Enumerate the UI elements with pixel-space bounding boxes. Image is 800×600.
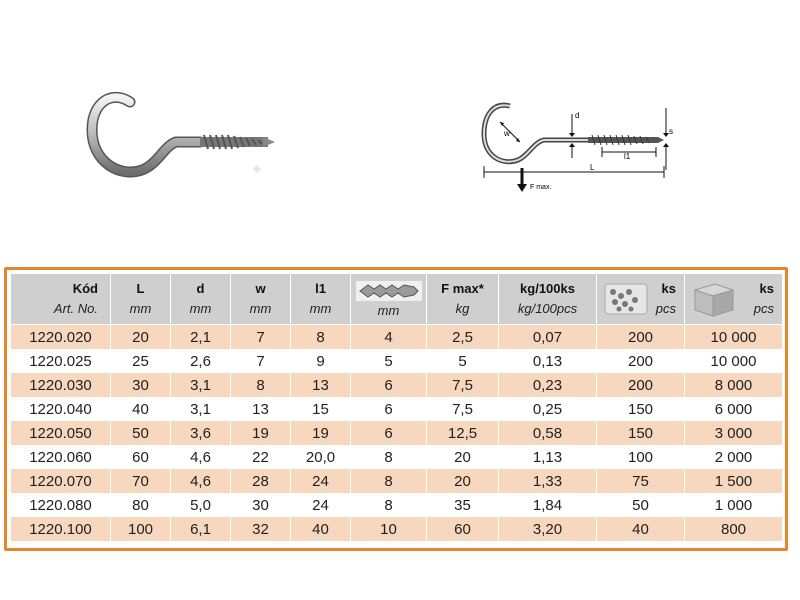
cell-kg100: 1,33: [499, 469, 597, 493]
cell-l1: 24: [291, 493, 351, 517]
cell-fmax: 5: [427, 349, 499, 373]
cell-kod: 1220.050: [11, 421, 111, 445]
cell-dowel: 8: [351, 469, 427, 493]
cell-kod: 1220.040: [11, 397, 111, 421]
table-row: [11, 517, 783, 541]
cell-w: 19: [231, 421, 291, 445]
header-d-label: d: [196, 281, 205, 296]
cell-kg100: 1,84: [499, 493, 597, 517]
cell-kod: 1220.025: [11, 349, 111, 373]
cell-w: 30: [231, 493, 291, 517]
cell-w: 8: [231, 373, 291, 397]
cell-ks-small: 200: [597, 325, 685, 350]
cell-fmax: 12,5: [427, 421, 499, 445]
cell-dowel: 10: [351, 517, 427, 541]
cell-kg100: 0,13: [499, 349, 597, 373]
table-row: [11, 445, 783, 469]
cell-ks-small: 40: [597, 517, 685, 541]
spec-table: [10, 273, 783, 541]
header-ks-box-unit: pcs: [753, 301, 774, 316]
cell-d: 3,6: [171, 421, 231, 445]
cell-ks-box: 3 000: [685, 421, 783, 445]
cell-L: 30: [111, 373, 171, 397]
cell-w: 7: [231, 325, 291, 350]
header-kod-label: Kód: [72, 281, 98, 296]
cell-L: 40: [111, 397, 171, 421]
cell-ks-box: 2 000: [685, 445, 783, 469]
cell-kg100: 0,58: [499, 421, 597, 445]
cell-L: 20: [111, 325, 171, 350]
table-row: [11, 493, 783, 517]
cell-w: 13: [231, 397, 291, 421]
cell-d: 6,1: [171, 517, 231, 541]
header-w-unit: mm: [249, 301, 272, 316]
header-kg100: [499, 274, 597, 325]
header-l1: [291, 274, 351, 325]
spec-table-body: [11, 325, 783, 542]
header-kod-sublabel: Art. No.: [53, 301, 98, 316]
cell-ks-box: 6 000: [685, 397, 783, 421]
table-row: [11, 397, 783, 421]
cell-ks-small: 150: [597, 397, 685, 421]
cell-ks-box: 1 500: [685, 469, 783, 493]
cell-ks-box: 8 000: [685, 373, 783, 397]
header-w-label: w: [255, 281, 266, 296]
table-header-row: [11, 274, 783, 325]
header-fmax-unit: kg: [455, 301, 470, 316]
cell-fmax: 20: [427, 445, 499, 469]
cell-kod: 1220.020: [11, 325, 111, 350]
cell-l1: 40: [291, 517, 351, 541]
cell-l1: 15: [291, 397, 351, 421]
header-fmax: [427, 274, 499, 325]
cell-ks-small: 75: [597, 469, 685, 493]
cell-kg100: 0,07: [499, 325, 597, 350]
cell-l1: 13: [291, 373, 351, 397]
cell-ks-box: 800: [685, 517, 783, 541]
header-L-label: L: [136, 281, 145, 296]
cell-ks-box: 1 000: [685, 493, 783, 517]
header-ks-box-label: ks: [759, 281, 774, 296]
header-L-unit: mm: [129, 301, 152, 316]
cell-w: 22: [231, 445, 291, 469]
diagram-label-L: L: [590, 163, 595, 172]
table-row: [11, 373, 783, 397]
diagram-label-w: w: [504, 129, 510, 138]
cell-kg100: 0,25: [499, 397, 597, 421]
cell-l1: 24: [291, 469, 351, 493]
header-dowel-unit: mm: [377, 303, 400, 318]
table-row: [11, 421, 783, 445]
header-ks-small: [597, 274, 685, 325]
cell-L: 80: [111, 493, 171, 517]
cell-d: 3,1: [171, 373, 231, 397]
cell-d: 3,1: [171, 397, 231, 421]
header-fmax-label: F max*: [441, 281, 484, 296]
header-d-unit: mm: [189, 301, 212, 316]
cell-kg100: 3,20: [499, 517, 597, 541]
cell-L: 100: [111, 517, 171, 541]
cell-d: 2,6: [171, 349, 231, 373]
cell-dowel: 8: [351, 493, 427, 517]
cell-l1: 9: [291, 349, 351, 373]
header-dowel: [351, 274, 427, 325]
header-kg100-unit: kg/100pcs: [517, 301, 578, 316]
header-w: [231, 274, 291, 325]
cell-fmax: 2,5: [427, 325, 499, 350]
table-row: [11, 349, 783, 373]
diagram-label-fmax: F max.: [530, 184, 552, 191]
header-ks-small-unit: pcs: [655, 301, 676, 316]
cell-d: 4,6: [171, 445, 231, 469]
cell-dowel: 6: [351, 397, 427, 421]
cell-kod: 1220.100: [11, 517, 111, 541]
cell-fmax: 20: [427, 469, 499, 493]
cell-fmax: 7,5: [427, 373, 499, 397]
cell-d: 4,6: [171, 469, 231, 493]
cell-L: 60: [111, 445, 171, 469]
wall-plug-icon: [356, 281, 422, 301]
cell-ks-small: 150: [597, 421, 685, 445]
cell-ks-small: 200: [597, 349, 685, 373]
cell-dowel: 6: [351, 421, 427, 445]
cell-d: 5,0: [171, 493, 231, 517]
header-ks-small-label: ks: [661, 281, 676, 296]
cell-w: 7: [231, 349, 291, 373]
cell-fmax: 35: [427, 493, 499, 517]
cell-kg100: 1,13: [499, 445, 597, 469]
cell-kod: 1220.030: [11, 373, 111, 397]
cell-d: 2,1: [171, 325, 231, 350]
cell-w: 28: [231, 469, 291, 493]
cell-kod: 1220.080: [11, 493, 111, 517]
cell-l1: 8: [291, 325, 351, 350]
cell-dowel: 5: [351, 349, 427, 373]
spec-table-frame: [4, 267, 788, 551]
cell-l1: 20,0: [291, 445, 351, 469]
cell-kod: 1220.060: [11, 445, 111, 469]
screw-hook-photo: [80, 80, 280, 190]
hook-dimension-diagram: [480, 100, 680, 200]
header-L: [111, 274, 171, 325]
table-row: [11, 469, 783, 493]
header-ks-box: [685, 274, 783, 325]
header-l1-label: l1: [315, 281, 326, 296]
cell-fmax: 60: [427, 517, 499, 541]
cell-ks-small: 200: [597, 373, 685, 397]
cell-w: 32: [231, 517, 291, 541]
cell-kg100: 0,23: [499, 373, 597, 397]
cell-dowel: 4: [351, 325, 427, 350]
cell-ks-box: 10 000: [685, 349, 783, 373]
table-row: [11, 325, 783, 350]
header-d: [171, 274, 231, 325]
cell-l1: 19: [291, 421, 351, 445]
cell-L: 50: [111, 421, 171, 445]
cell-dowel: 8: [351, 445, 427, 469]
cell-kod: 1220.070: [11, 469, 111, 493]
diagram-label-d: d: [575, 111, 580, 120]
cell-L: 70: [111, 469, 171, 493]
cell-L: 25: [111, 349, 171, 373]
cell-fmax: 7,5: [427, 397, 499, 421]
diagram-label-l1: l1: [624, 152, 631, 161]
cell-dowel: 6: [351, 373, 427, 397]
cell-ks-small: 50: [597, 493, 685, 517]
header-l1-unit: mm: [309, 301, 332, 316]
diagram-label-s: s: [669, 127, 673, 136]
header-kg100-label: kg/100ks: [520, 281, 575, 296]
cell-ks-small: 100: [597, 445, 685, 469]
cell-ks-box: 10 000: [685, 325, 783, 350]
header-kod: [11, 274, 111, 325]
